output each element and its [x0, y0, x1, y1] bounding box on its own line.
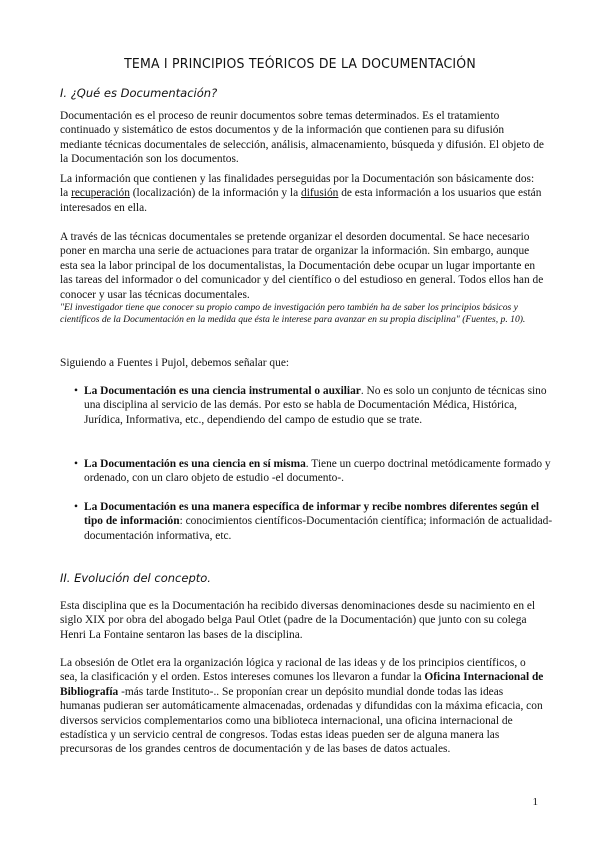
p2-mid: (localización) de la información y la [129, 187, 301, 200]
bullet-item-2 [70, 457, 558, 486]
bullet-item-3 [70, 500, 558, 543]
s2-p2-start: La obsesión de Otlet era la organización lógica y racional de las ideas y de los principios científicos, o sea, la clasificación y el orden. Estos intereses comunes los llevaron a fundar la [60, 657, 526, 684]
document-title: TEMA I PRINCIPIOS TEÓRICOS DE LA DOCUMENTACIÓN [124, 55, 476, 72]
section-1-paragraph-4: Siguiendo a Fuentes i Pujol, debemos señalar que: [60, 357, 290, 369]
bullet-1-text: . No es solo un conjunto de técnicas sino una disciplina al servicio de las demás. Por esto se habla de Documentación Médica, Histórica, Jurídica, Informativa, etc., dependiendo del campo de estudio que se trate. [84, 385, 547, 426]
bullet-3-bold: La Documentación es una manera específica de informar y recibe nombres diferentes según el tipo de información [84, 501, 540, 528]
p2-start: La información que contienen y las finalidades perseguidas por la Documentación son básicamente dos: la [60, 173, 535, 200]
underlined-difusion: difusión [301, 187, 339, 200]
section-2-paragraph-1: Esta disciplina que es la Documentación ha recibido diversas denominaciones desde su nacimiento en el siglo XIX por obra del abogado belga Paul Otlet (padre de la Documentación) que junto con su colega Henri La Fontaine sentaron las bases de la disciplina. [60, 600, 536, 641]
bullet-dot-icon: • [74, 501, 78, 513]
section-2-heading: II. Evolución del concepto. [60, 571, 211, 585]
section-1-heading: I. ¿Qué es Documentación? [60, 86, 218, 100]
s2-p2-end: -más tarde Instituto-.. Se proponían crear un depósito mundial donde todas las ideas humanas pudieran ser automáticamente almacenadas, ordenadas y difundidas con la máxima eficacia, con diversos servicios complementarios como una biblioteca internacional, una oficina internacional de estadística y un servicio central de congresos. Todas estas ideas pueden ser de alguna manera las precursoras de los grandes centros de documentación y de las bases de datos actuales. [60, 685, 543, 756]
bullet-1-bold: La Documentación es una ciencia instrumental o auxiliar [84, 385, 361, 397]
oficina-internacional-bold: Oficina Internacional de Bibliografía [60, 671, 544, 698]
citation-quote: "El investigador tiene que conocer su propio campo de investigación pero también ha de saber los principios básicos y científicos de la Documentación en la medida que ésta le interese para avanzar en su propia disciplina" (Fuentes, p. 10). [60, 302, 526, 326]
underlined-recuperacion: recuperación [71, 187, 130, 200]
p2-end: de esta información a los usuarios que están interesados en ella. [60, 187, 542, 214]
bullet-2-text: . Tiene un cuerpo doctrinal metódicamente formado y ordenado, con un claro objeto de estudio -el documento-. [84, 458, 551, 485]
page-number: 1 [532, 796, 538, 808]
bullet-2-bold: La Documentación es una ciencia en sí misma [84, 458, 306, 470]
section-1-paragraph-3: A través de las técnicas documentales se pretende organizar el desorden documental. Se hace necesario poner en marcha una serie de actuaciones para tratar de organizar la información. Sin embargo, aunque esta sea la labor principal de los documentalistas, la Documentación debe ocupar un lugar importante en las tareas del informador o del comunicador y del científico o del estudioso en general. Todos ellos han de conocer y usar las técnicas documentales. [60, 231, 544, 301]
bullet-dot-icon: • [74, 385, 78, 397]
section-1-paragraph-2 [60, 172, 544, 215]
bullet-item-1 [70, 384, 558, 427]
section-2-paragraph-2 [60, 656, 544, 757]
bullet-3-text: : conocimientos científicos-Documentación científica; información de actualidad-documentación informativa, etc. [84, 515, 553, 542]
bullet-dot-icon: • [74, 458, 78, 470]
section-1-paragraph-1: Documentación es el proceso de reunir documentos sobre temas determinados. Es el tratamiento continuado y sistemático de estos documentos y de la información que contienen para su difusión mediante técnicas documentales de selección, análisis, almacenamiento, búsqueda y difusión. El objeto de la Documentación son los documentos. [60, 110, 544, 166]
